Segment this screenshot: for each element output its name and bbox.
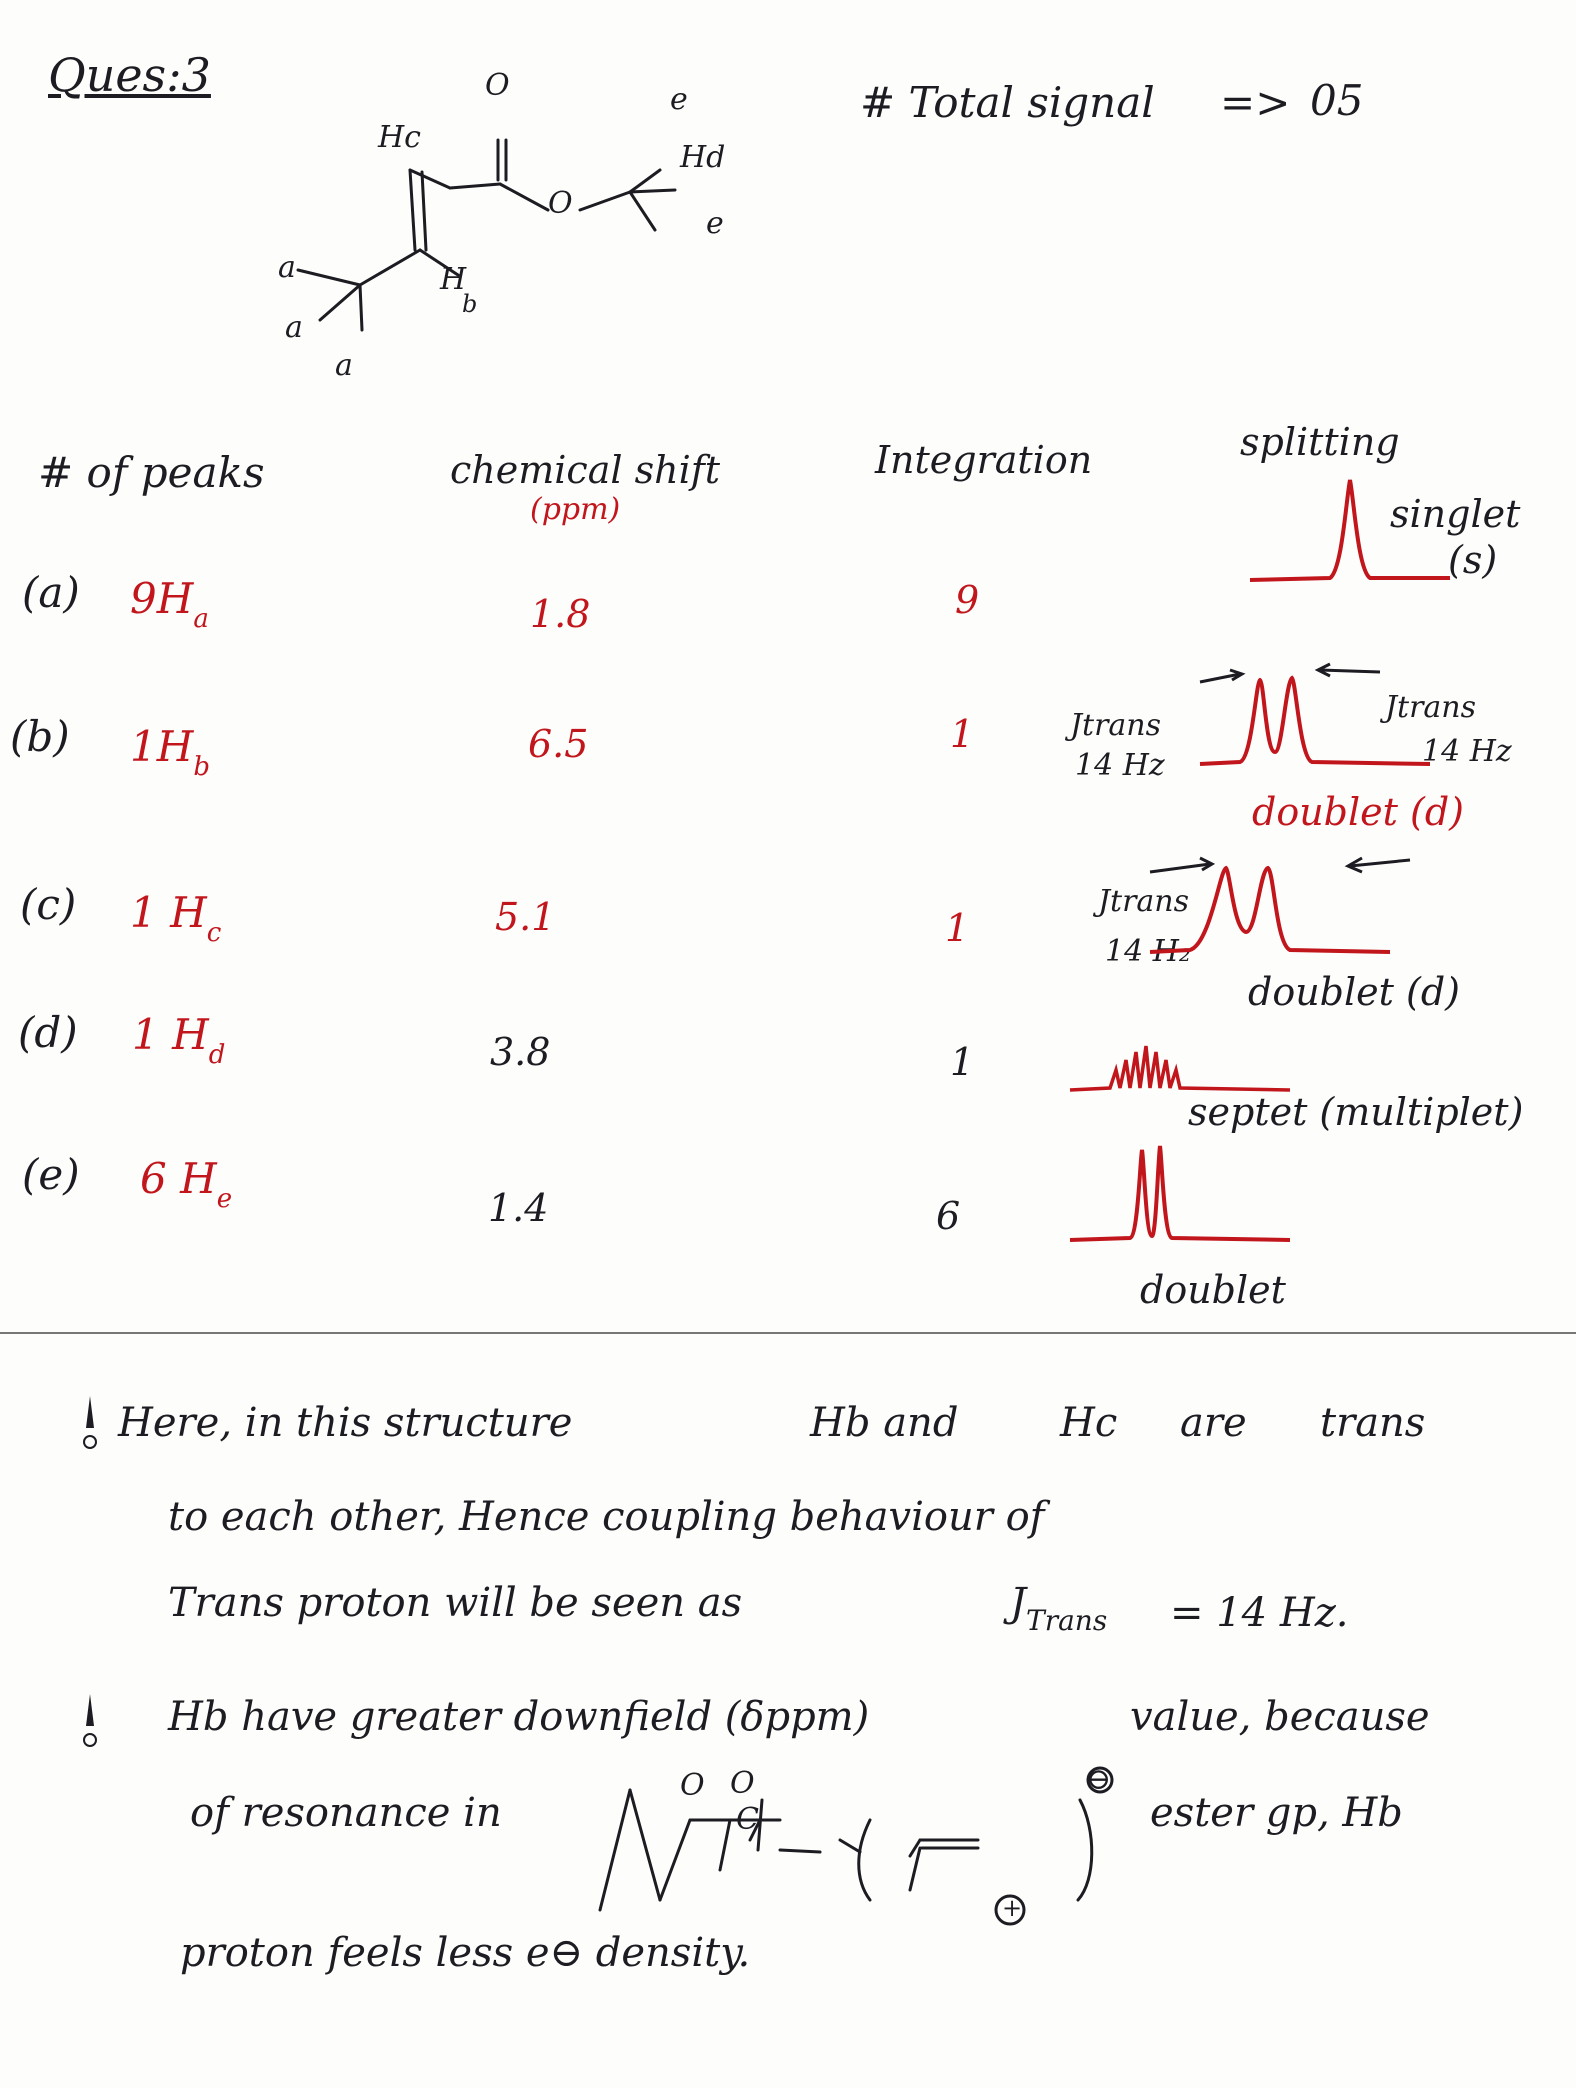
row-integration: 6 — [936, 1194, 961, 1238]
res-o1: O — [680, 1768, 705, 1803]
header-peaks: # of peaks — [38, 448, 265, 497]
row-label: (d) — [18, 1008, 78, 1057]
row-shift: 1.4 — [488, 1186, 549, 1230]
row-splitting: septet (multiplet) — [1188, 1090, 1524, 1134]
row-h-count: $9H_a$ — [130, 574, 209, 634]
row-shift: 6.5 — [528, 722, 589, 766]
res-minus: ⊖ — [1086, 1762, 1112, 1797]
row-j-right-val: 14 Hz — [1422, 734, 1512, 769]
doublet-c-peak-sketch — [1150, 860, 1390, 960]
atom-a3: a — [335, 348, 353, 383]
note1-bullet — [78, 1394, 102, 1454]
row-j-left: Jtrans — [1070, 708, 1162, 743]
row-label: (c) — [20, 880, 77, 929]
row-j-right: Jtrans — [1385, 690, 1477, 725]
atom-o-ester: O — [548, 186, 573, 221]
note1-line1-a: Here, in this structure — [118, 1400, 573, 1446]
question-label: Ques:3 — [48, 48, 211, 102]
header-splitting: splitting — [1240, 420, 1400, 464]
atom-hb-sub: b — [462, 290, 478, 318]
row-shift: 3.8 — [490, 1030, 551, 1074]
row-splitting: doublet (d) — [1252, 790, 1464, 834]
doublet-b-peak-sketch — [1200, 672, 1430, 772]
atom-a2: a — [285, 310, 303, 345]
resonance-sketch — [600, 1760, 1120, 1920]
row-h-count: 1 $H_c$ — [130, 888, 222, 948]
atom-hb: H — [440, 262, 467, 297]
row-j-left-val: 14 Hz — [1075, 748, 1165, 783]
note2-line1-a: Hb have greater downfield (δppm) — [168, 1694, 870, 1740]
note1-hc: Hc — [1060, 1400, 1118, 1446]
res-c: C — [736, 1802, 759, 1837]
total-signal-label: # Total signal — [860, 78, 1155, 127]
septet-peak-sketch — [1070, 1040, 1290, 1100]
note2-line1-b: value, because — [1130, 1694, 1430, 1740]
row-integration: 1 — [945, 906, 970, 950]
note1-line3: Trans proton will be seen as — [168, 1580, 743, 1626]
total-signal-arrow: => — [1220, 78, 1291, 127]
atom-e-top: e — [670, 82, 688, 117]
note2-line3: proton feels less e⊖ density. — [180, 1930, 751, 1976]
row-splitting-extra: (s) — [1448, 538, 1498, 582]
row-j-left-val: 14 H₂ — [1105, 934, 1191, 969]
row-h-count: 6 $H_e$ — [140, 1154, 233, 1214]
note1-trans: trans — [1320, 1400, 1426, 1446]
row-integration: 1 — [950, 1040, 975, 1084]
row-label: (a) — [22, 568, 80, 617]
header-shift: chemical shift — [450, 448, 721, 492]
row-h-count: $1H_b$ — [130, 722, 211, 782]
row-shift: 1.8 — [530, 592, 591, 636]
section-divider — [0, 1332, 1576, 1334]
row-j-left: Jtrans — [1098, 884, 1190, 919]
note1-are: are — [1180, 1400, 1247, 1446]
row-integration: 9 — [955, 578, 980, 622]
note2-line2-b: ester gp, Hb — [1150, 1790, 1403, 1836]
row-label: (e) — [22, 1150, 80, 1199]
note2-bullet — [78, 1692, 102, 1752]
row-splitting: doublet — [1140, 1268, 1286, 1312]
note1-hb: Hb and — [810, 1400, 959, 1446]
atom-e-bottom: e — [706, 206, 724, 241]
note1-j-value: = 14 Hz. — [1170, 1590, 1349, 1636]
note1-j: $J_{Trans}$ — [1010, 1580, 1108, 1637]
row-shift: 5.1 — [495, 895, 556, 939]
molecule-structure — [250, 80, 770, 340]
atom-o-carbonyl: O — [485, 68, 510, 103]
note1-line2: to each other, Hence coupling behaviour of — [168, 1494, 1045, 1540]
note2-line2-a: of resonance in — [190, 1790, 502, 1836]
singlet-peak-sketch — [1250, 470, 1450, 590]
atom-a1: a — [278, 250, 296, 285]
row-label: (b) — [10, 712, 70, 761]
row-integration: 1 — [950, 712, 975, 756]
row-splitting: singlet — [1390, 492, 1521, 536]
atom-hd: Hd — [680, 140, 726, 175]
res-plus: + — [1002, 1894, 1023, 1922]
row-splitting: doublet (d) — [1248, 970, 1460, 1014]
doublet-e-peak-sketch — [1070, 1140, 1290, 1250]
atom-hc: Hc — [378, 120, 421, 155]
row-h-count: 1 $H_d$ — [132, 1010, 226, 1070]
header-shift-unit: (ppm) — [530, 492, 621, 527]
header-integration: Integration — [875, 438, 1093, 482]
total-signal-value: 05 — [1310, 76, 1364, 125]
res-o2: O — [730, 1766, 755, 1801]
